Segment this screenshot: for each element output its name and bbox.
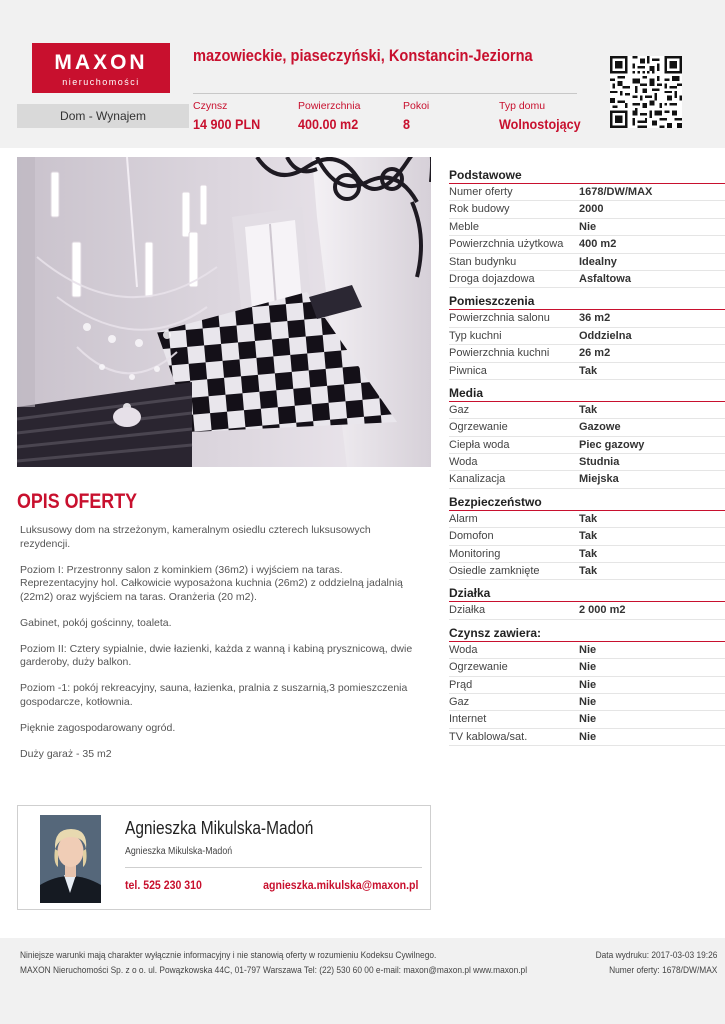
- spec-section: [449, 168, 725, 288]
- spec-label: Powierzchnia salonu: [449, 312, 550, 325]
- spec-section: [449, 495, 725, 581]
- spec-label: Woda: [449, 456, 478, 469]
- summary-label: Czynsz: [193, 100, 228, 112]
- summary-value: 400.00 m2: [298, 116, 359, 132]
- agent-name: Agnieszka Mikulska-Madoń: [125, 818, 314, 838]
- footer-right: [595, 948, 717, 978]
- spec-label: Internet: [449, 713, 487, 726]
- spec-row: [449, 184, 725, 201]
- spec-label: Osiedle zamknięte: [449, 565, 540, 578]
- spec-label: Prąd: [449, 678, 473, 691]
- summary-rooms: [403, 100, 429, 132]
- spec-row: [449, 694, 725, 711]
- specs-panel: [449, 168, 725, 752]
- header-band: [0, 0, 725, 148]
- spec-label: Numer oferty: [449, 186, 513, 198]
- description-paragraph: Poziom -1: pokój rekreacyjny, sauna, łazienka, pralnia z suszarnią,3 pomieszczenia gospodarcze, kotłownia.: [20, 682, 408, 708]
- spec-row: [449, 310, 725, 327]
- spec-row: [449, 271, 725, 288]
- spec-value: Tak: [579, 512, 598, 525]
- spec-row: [449, 729, 725, 746]
- spec-row: [449, 546, 725, 563]
- spec-label: Typ kuchni: [449, 329, 502, 342]
- spec-label: Woda: [449, 643, 478, 656]
- agent-avatar: [40, 815, 101, 903]
- spec-value: Nie: [579, 695, 597, 708]
- spec-section-title: Pomieszczenia: [449, 294, 725, 310]
- maxon-logo[interactable]: [32, 43, 170, 93]
- description-paragraph: Poziom II: Cztery sypialnie, dwie łazienki, każda z wanną i kabiną prysznicową, dwie garderoby, duży balkon.: [20, 642, 413, 668]
- spec-label: Domofon: [449, 530, 494, 543]
- spec-label: Droga dojazdowa: [449, 272, 535, 285]
- footer-disclaimer: Niniejsze warunki mają charakter wyłącznie informacyjny i nie stanowią oferty w rozumieniu Kodeksu Cywilnego.: [20, 950, 437, 961]
- spec-value: Studnia: [579, 456, 620, 469]
- spec-row: [449, 659, 725, 676]
- spec-row: [449, 528, 725, 545]
- summary-area: [298, 100, 365, 132]
- offer-type-badge: Dom - Wynajem: [17, 104, 189, 128]
- spec-label: Piwnica: [449, 364, 487, 377]
- summary-label: Powierzchnia: [298, 100, 361, 112]
- spec-label: Kanalizacja: [449, 473, 506, 486]
- summary-value: Wolnostojący: [499, 116, 581, 132]
- qr-code-icon: [610, 56, 682, 128]
- spec-row: [449, 602, 725, 619]
- spec-label: Meble: [449, 220, 479, 233]
- spec-value: Nie: [579, 220, 597, 233]
- description-paragraph: Duży garaż - 35 m2: [20, 747, 112, 760]
- description-paragraph: Pięknie zagospodarowany ogród.: [20, 721, 176, 734]
- spec-label: Monitoring: [449, 547, 501, 560]
- spec-label: Działka: [449, 604, 486, 617]
- spec-section: [449, 386, 725, 489]
- spec-value: Miejska: [579, 473, 619, 486]
- header-divider: [193, 93, 577, 94]
- spec-value: Nie: [579, 643, 597, 656]
- spec-value: Tak: [579, 403, 598, 416]
- spec-value: Oddzielna: [579, 329, 632, 342]
- spec-value: Nie: [579, 713, 597, 726]
- summary-house-type: [499, 100, 590, 132]
- spec-section: [449, 294, 725, 380]
- spec-row: [449, 563, 725, 580]
- spec-section-title: Czynsz zawiera:: [449, 626, 725, 642]
- description-title: OPIS OFERTY: [17, 490, 138, 513]
- spec-value: Nie: [579, 678, 597, 691]
- spec-label: Powierzchnia użytkowa: [449, 238, 564, 251]
- spec-value: 400 m2: [579, 238, 617, 251]
- spec-value: Tak: [579, 547, 598, 560]
- spec-row: [449, 511, 725, 528]
- logo-wordmark: MAXON: [54, 51, 148, 74]
- description-paragraph: Poziom I: Przestronny salon z kominkiem (36m2) i wyjściem na taras. Reprezentacyjny hol. Całkowicie wyposażona kuchnia (26m2) z oddzielną jadalnią (22m2) oraz wyjściem na taras. Oranżeria (20 m2).: [20, 563, 403, 603]
- spec-row: [449, 201, 725, 218]
- spec-value: Tak: [579, 364, 598, 377]
- spec-value: 2000: [579, 203, 604, 216]
- agent-divider: [125, 867, 422, 868]
- summary-label: Pokoi: [403, 100, 430, 112]
- spec-label: Gaz: [449, 695, 470, 708]
- summary-value: 14 900 PLN: [193, 116, 261, 132]
- agent-email-link[interactable]: agnieszka.mikulska@maxon.pl: [262, 878, 418, 892]
- spec-row: [449, 236, 725, 253]
- spec-value: Tak: [579, 530, 598, 543]
- spec-value: 26 m2: [579, 347, 611, 360]
- spec-row: [449, 363, 725, 380]
- spec-label: Rok budowy: [449, 203, 510, 216]
- agent-subtitle: Agnieszka Mikulska-Madoń: [125, 846, 233, 857]
- spec-value: Piec gazowy: [579, 438, 645, 451]
- spec-label: TV kablowa/sat.: [449, 730, 528, 743]
- spec-value: Nie: [579, 661, 597, 674]
- footer-offer-number: Numer oferty: 1678/DW/MAX: [608, 965, 717, 976]
- spec-section-title: Bezpieczeństwo: [449, 495, 725, 511]
- spec-row: [449, 437, 725, 454]
- spec-section-title: Media: [449, 386, 725, 402]
- spec-section: [449, 586, 725, 619]
- spec-value: Tak: [579, 565, 598, 578]
- spec-row: [449, 254, 725, 271]
- spec-row: [449, 454, 725, 471]
- spec-value: Idealny: [579, 255, 617, 268]
- spec-value: 2 000 m2: [579, 604, 626, 617]
- spec-row: [449, 677, 725, 694]
- spec-row: [449, 711, 725, 728]
- spec-label: Alarm: [449, 512, 478, 525]
- spec-label: Stan budynku: [449, 255, 517, 268]
- footer-company: MAXON Nieruchomości Sp. z o o. ul. Powązkowska 44C, 01-797 Warszawa Tel: (22) 530 60 00 e-mail: maxon@maxon.pl www.maxon.pl: [20, 965, 528, 976]
- summary-label: Typ domu: [499, 100, 546, 112]
- spec-section: [449, 626, 725, 746]
- spec-label: Ogrzewanie: [449, 661, 508, 674]
- summary-value: 8: [403, 116, 411, 132]
- agent-card: [17, 805, 431, 910]
- spec-label: Gaz: [449, 403, 470, 416]
- spec-value: 36 m2: [579, 312, 611, 325]
- spec-value: Asfaltowa: [579, 272, 631, 285]
- agent-phone-link[interactable]: tel. 525 230 310: [125, 878, 202, 892]
- spec-section-title: Działka: [449, 586, 725, 602]
- spec-row: [449, 345, 725, 362]
- spec-label: Ogrzewanie: [449, 421, 508, 434]
- logo-tagline: nieruchomości: [62, 77, 140, 87]
- property-photo[interactable]: [17, 157, 431, 467]
- spec-row: [449, 419, 725, 436]
- spec-row: [449, 219, 725, 236]
- footer-print-date: Data wydruku: 2017-03-03 19:26: [595, 950, 717, 961]
- spec-section-title: Podstawowe: [449, 168, 725, 184]
- spec-row: [449, 471, 725, 488]
- footer: [0, 938, 725, 1024]
- spec-row: [449, 402, 725, 419]
- footer-left: [20, 948, 527, 978]
- spec-value: Nie: [579, 730, 597, 743]
- spec-label: Ciepła woda: [449, 438, 510, 451]
- description-body: [20, 524, 420, 774]
- description-paragraph: Gabinet, pokój gościnny, toaleta.: [20, 616, 172, 629]
- spec-label: Powierzchnia kuchni: [449, 347, 550, 360]
- spec-row: [449, 642, 725, 659]
- spec-value: Gazowe: [579, 421, 621, 434]
- summary-rent: [193, 100, 268, 132]
- spec-value: 1678/DW/MAX: [579, 186, 653, 198]
- description-paragraph: Luksusowy dom na strzeżonym, kameralnym osiedlu czterech luksusowych rezydencji.: [20, 524, 371, 550]
- spec-row: [449, 328, 725, 345]
- location-title: mazowieckie, piaseczyński, Konstancin-Jeziorna: [193, 46, 533, 65]
